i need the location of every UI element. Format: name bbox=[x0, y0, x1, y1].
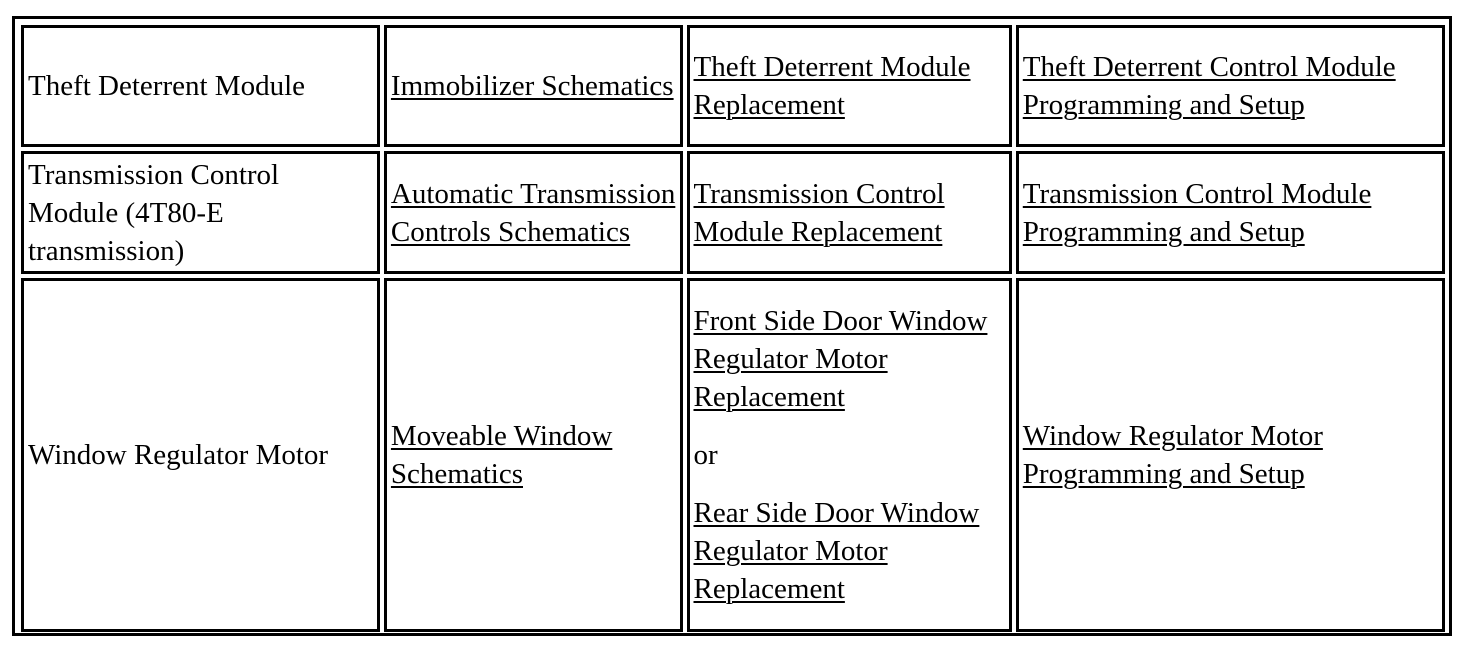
component-cell bbox=[21, 278, 380, 632]
procedures-table-frame bbox=[12, 16, 1452, 636]
table-row bbox=[21, 151, 1445, 274]
or-separator: or bbox=[693, 439, 718, 471]
replacement-cell bbox=[687, 151, 1012, 274]
front-door-replacement-link[interactable]: Front Side Door Window Regulator Motor Replacement bbox=[693, 305, 988, 413]
component-name: Transmission Control Module (4T80-E transmission) bbox=[28, 158, 280, 267]
table-row bbox=[21, 25, 1445, 147]
programming-cell bbox=[1016, 278, 1445, 632]
programming-link[interactable]: Transmission Control Module Programming and Setup bbox=[1022, 177, 1372, 248]
replacement-cell bbox=[687, 278, 1012, 632]
component-cell bbox=[21, 151, 380, 274]
procedures-table bbox=[17, 21, 1449, 636]
schematics-link[interactable]: Moveable Window Schematics bbox=[390, 420, 613, 490]
programming-link[interactable]: Window Regulator Motor Programming and Setup bbox=[1022, 420, 1323, 490]
component-name: Window Regulator Motor bbox=[28, 439, 329, 471]
replacement-link[interactable]: Theft Deterrent Module Replacement bbox=[693, 51, 971, 121]
schematics-cell bbox=[384, 151, 683, 274]
programming-cell bbox=[1016, 151, 1445, 274]
component-name: Theft Deterrent Module bbox=[28, 70, 306, 102]
programming-cell bbox=[1016, 25, 1445, 147]
component-cell bbox=[21, 25, 380, 147]
replacement-cell bbox=[687, 25, 1012, 147]
replacement-link[interactable]: Transmission Control Module Replacement bbox=[693, 177, 945, 248]
rear-door-replacement-link[interactable]: Rear Side Door Window Regulator Motor Replacement bbox=[693, 497, 980, 605]
schematics-cell bbox=[384, 25, 683, 147]
table-row bbox=[21, 278, 1445, 632]
spacer bbox=[694, 416, 1005, 436]
schematics-link[interactable]: Immobilizer Schematics bbox=[390, 70, 674, 102]
spacer bbox=[694, 474, 1005, 494]
programming-link[interactable]: Theft Deterrent Control Module Programming and Setup bbox=[1022, 51, 1396, 121]
schematics-cell bbox=[384, 278, 683, 632]
schematics-link[interactable]: Automatic Transmission Controls Schematics bbox=[390, 177, 676, 248]
